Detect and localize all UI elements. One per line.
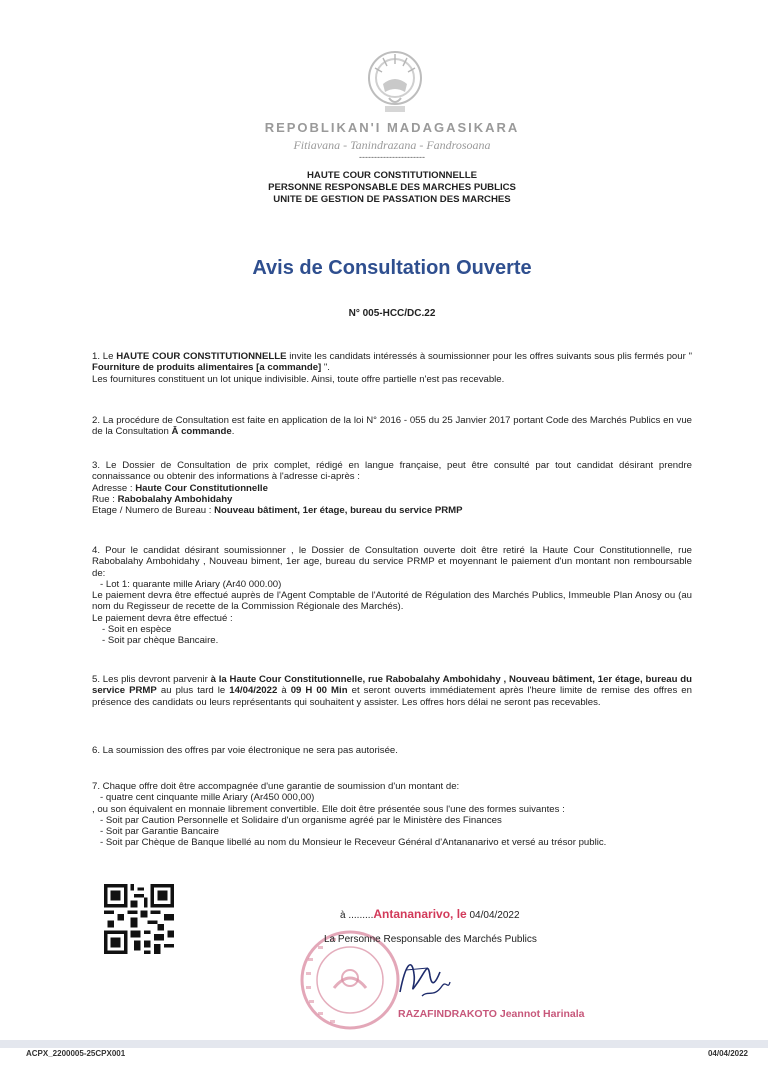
section-2: 2. La procédure de Consultation est faite en application de la loi N° 2016 - 055 du 25 Janvier 2017 portant Code des Marchés Publics en vue de la Consultation Ā commande. <box>92 415 692 438</box>
guarantee-amount: - quatre cent cinquante mille Ariary (Ar450 000,00) <box>100 792 315 804</box>
document-title: Avis de Consultation Ouverte <box>252 257 532 279</box>
madagascar-emblem-icon <box>365 48 425 116</box>
signature-place-date: à .........Antananarivo, le 04/04/2022 <box>340 907 520 921</box>
header-separator: ---------------------- <box>359 152 425 162</box>
footer-bar <box>0 1040 768 1048</box>
document-code: ACPX_2200005-25CPX001 <box>26 1049 126 1058</box>
national-motto: Fitiavana - Tanindrazana - Fandrosoana <box>293 138 491 152</box>
section-1-note: Les fournitures constituent un lot unique indivisible. Ainsi, toute offre partielle n'est pas recevable. <box>92 373 505 385</box>
footer-date: 04/04/2022 <box>707 1049 748 1058</box>
republic-name: REPOBLIKAN'I MADAGASIKARA <box>264 120 520 135</box>
section-6: 6. La soumission des offres par voie électronique ne sera pas autorisée. <box>92 745 398 756</box>
signatory-role: La Personne Responsable des Marchés Publics <box>324 934 537 945</box>
notice-reference: N° 005-HCC/DC.22 <box>348 308 436 319</box>
lot-price: - Lot 1: quarante mille Ariary (Ar40 000.00) <box>100 578 282 590</box>
section-3: 3. Le Dossier de Consultation de prix complet, rédigé en langue française, peut être consulté par tout candidat désirant prendre connaissance ou obtenir des informations à l'adresse ci-après : Adresse : Haute Cour Constitutionnelle Rue : Rabobalahy Ambohidahy Etage / Numero de Bureau : Nouveau bâtiment, 1er étage, bureau du service PRMP <box>92 460 692 517</box>
institution-line: UNITE DE GESTION DE PASSATION DES MARCHES <box>273 194 511 205</box>
qr-code-icon <box>104 884 174 954</box>
section-5: 5. Les plis devront parvenir à la Haute Cour Constitutionnelle, rue Rabobalahy Ambohidahy , Nouveau bâtiment, 1er étage, bureau du service PRMP au plus tard le 14/04/2022 à 09 H 00 Min et seront ouverts immédiatement après l'heure limite de remise des offres en présence des candidats ou leurs représentants qui souhaitent y assister. Les offres hors délai ne seront pas recevables. <box>92 674 692 708</box>
signer-name: RAZAFINDRAKOTO Jeannot Harinala <box>398 1008 585 1020</box>
institution-line: HAUTE COUR CONSTITUTIONNELLE <box>306 170 478 181</box>
signature-city: Antananarivo, le <box>373 907 467 921</box>
section-7: 7. Chaque offre doit être accompagnée d'une garantie de soumission d'un montant de: - quatre cent cinquante mille Ariary (Ar450 000,00) , ou son équivalent en monnaie librement convertible. Elle doit être présentée sous l'une des formes suivantes : - Soit par Caution Personnelle et Solidaire d'un organisme agréé par le Ministère des Finances - Soit par Garantie Bancaire - Soit par Chèque de Banque libellé au nom du Monsieur le Receveur Général d'Antananarivo et versé au trésor public. <box>92 781 692 849</box>
section-1: 1. Le HAUTE COUR CONSTITUTIONNELLE invite les candidats intéressés à soumissionner pour les offres suivants sous plis fermés pour " Fourniture de produits alimentaires [a commande] ". Les fournitures constituent un lot unique indivisible. Ainsi, toute offre partielle n'est pas recevable. <box>92 351 692 385</box>
institution-line: PERSONNE RESPONSABLE DES MARCHES PUBLICS <box>268 182 516 193</box>
handwritten-signature <box>392 952 452 1004</box>
section-4: 4. Pour le candidat désirant soumissionner , le Dossier de Consultation ouverte doit être retiré la Haute Cour Constitutionnelle, rue Rabobalahy Ambohidahy , Nouveau biment, 1er age, bureau du service PRMP et moyennant le paiement d'un montant non remboursable de: - Lot 1: quarante mille Ariary (Ar40 000.00) Le paiement devra être effectué auprès de l'Agent Comptable de l'Autorité de Régulation des Marchés Publics, Immeuble Plan Anosy ou (au nom du Regisseur de recette de la Commission Régionale des Marchés). Le paiement devra être effectué : - Soit en espèce - Soit par chèque Bancaire. <box>92 545 692 647</box>
